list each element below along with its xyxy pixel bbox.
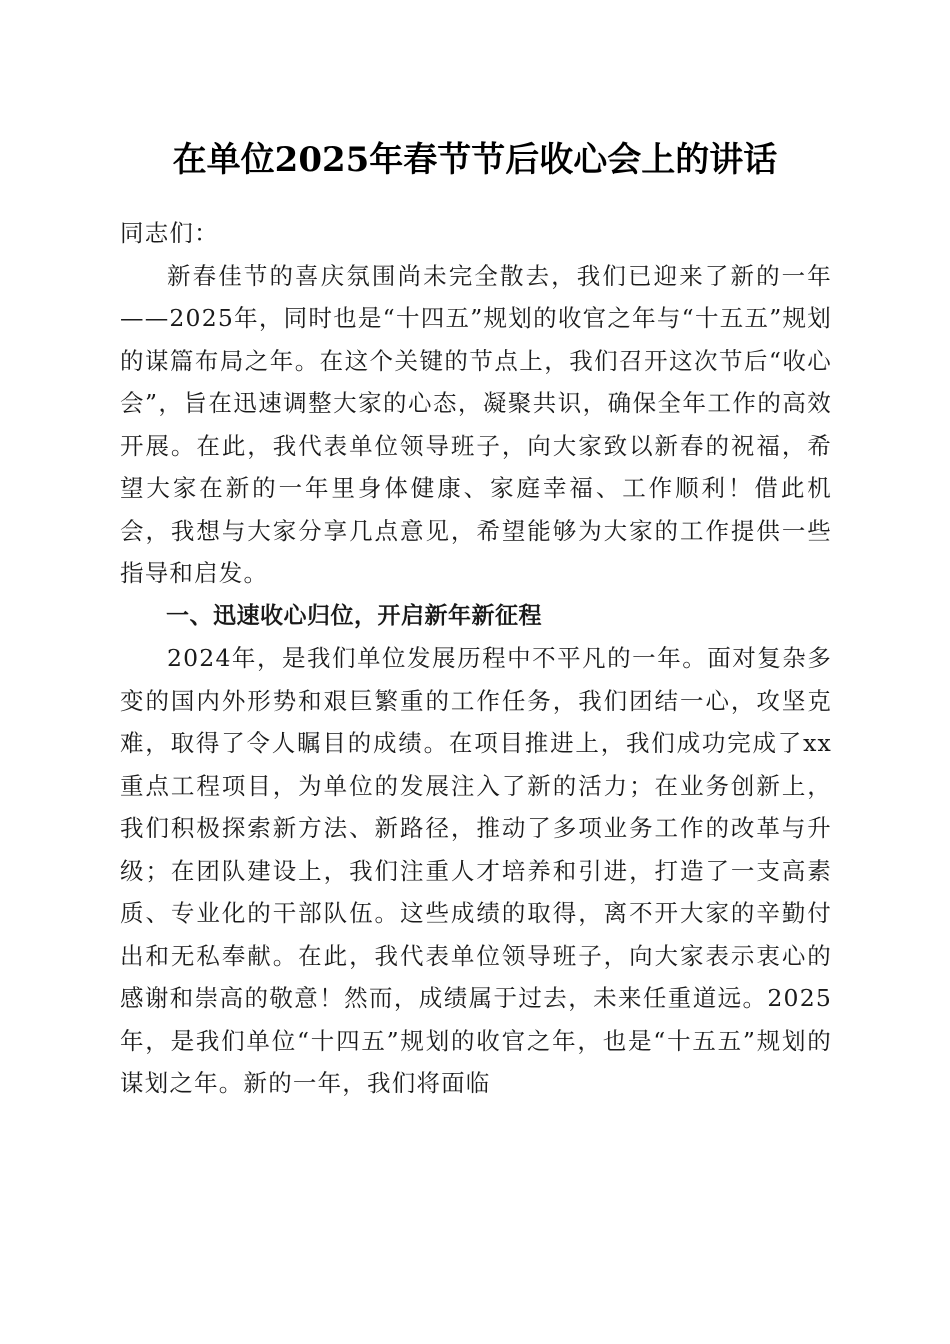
intro-paragraph: 新春佳节的喜庆氛围尚未完全散去，我们已迎来了新的一年——2025年，同时也是“十四五”规划的收官之年与“十五五”规划的谋篇布局之年。在这个关键的节点上，我们召开这次节后“收心会”，旨在迅速调整大家的心态，凝聚共识，确保全年工作的高效开展。在此，我代表单位领导班子，向大家致以新春的祝福，希望大家在新的一年里身体健康、家庭幸福、工作顺利！借此机会，我想与大家分享几点意见，希望能够为大家的工作提供一些指导和启发。 xyxy=(120,261,832,587)
section-heading: 一、迅速收心归位，开启新年新征程 xyxy=(166,602,542,629)
salutation: 同志们： xyxy=(120,219,219,247)
section-paragraph: 2024年，是我们单位发展历程中不平凡的一年。面对复杂多变的国内外形势和艰巨繁重的工作任务，我们团结一心，攻坚克难，取得了令人瞩目的成绩。在项目推进上，我们成功完成了xx重点工程项目，为单位的发展注入了新的活力；在业务创新上，我们积极探索新方法、新路径，推动了多项业务工作的改革与升级；在团队建设上，我们注重人才培养和引进，打造了一支高素质、专业化的干部队伍。这些成绩的取得，离不开大家的辛勤付出和无私奉献。在此，我代表单位领导班子，向大家表示衷心的感谢和崇高的敬意！然而，成绩属于过去，未来任重道远。2025年，是我们单位“十四五”规划的收官之年，也是“十五五”规划的谋划之年。新的一年，我们将面临 xyxy=(120,644,832,1097)
document-body xyxy=(120,212,832,1105)
document-title: 在单位2025年春节节后收心会上的讲话 xyxy=(172,140,778,180)
